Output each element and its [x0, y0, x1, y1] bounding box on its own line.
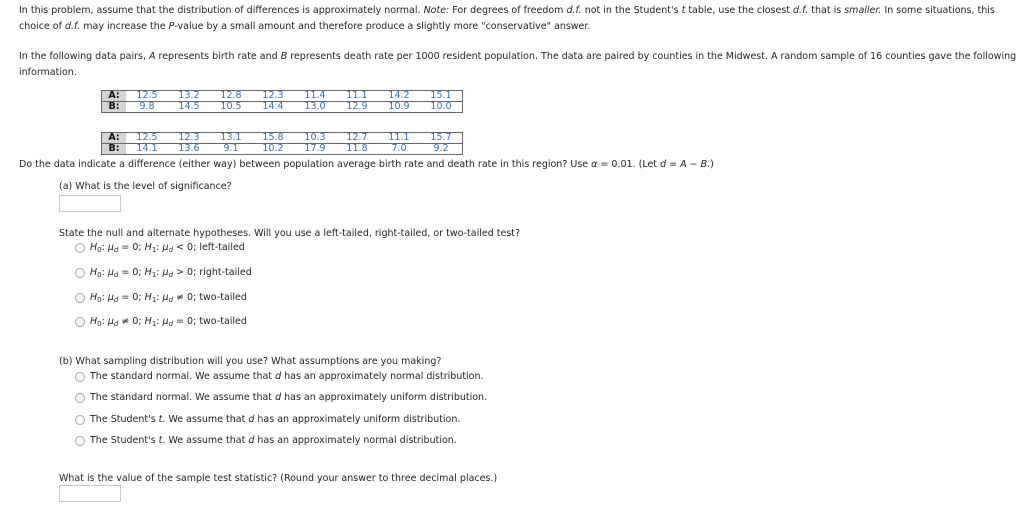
- hypothesis-radio-2[interactable]: [75, 268, 85, 278]
- table-cell: 10.0: [430, 101, 452, 112]
- table-row-a: [102, 133, 463, 144]
- hypothesis-option-4: $H_0$: $\mu_d \ne 0$; $H_1$: $\mu_d = 0$; two-tailed: [90, 316, 247, 328]
- distribution-option-3: The Student's t. We assume that d has an approximately uniform distribution.: [90, 414, 461, 425]
- table-cell: 11.1: [378, 133, 420, 144]
- hypotheses-prompt: State the null and alternate hypotheses. Will you use a left-tailed, right-tailed, or two-tailed test?: [59, 228, 521, 239]
- table-row-a: [102, 91, 463, 102]
- table-cell: 12.3: [252, 91, 294, 102]
- test-statistic-label: What is the value of the sample test statistic? (Round your answer to three decimal places.): [59, 473, 498, 484]
- table-cell: 14.4: [262, 101, 284, 112]
- row-label-a: A:: [102, 133, 127, 144]
- table-cell: 9.8: [139, 101, 155, 112]
- table-cell: 9.1: [223, 143, 239, 154]
- distribution-option-1: The standard normal. We assume that d has an approximately normal distribution.: [90, 371, 484, 382]
- table-cell: 11.4: [294, 91, 336, 102]
- distribution-radio-1[interactable]: [75, 372, 85, 382]
- table-cell: 7.0: [391, 143, 407, 154]
- table-cell: 13.2: [168, 91, 210, 102]
- row-label-b: B:: [102, 102, 127, 113]
- table-cell: 13.1: [210, 133, 252, 144]
- table-cell: 12.5: [126, 91, 168, 102]
- table-cell: 15.7: [420, 133, 463, 144]
- table-cell: 9.2: [433, 143, 449, 154]
- hypothesis-option-1: $H_0$: $\mu_d = 0$; $H_1$: $\mu_d < 0$; left-tailed: [90, 242, 245, 254]
- part-a-label: (a) What is the level of significance?: [59, 181, 232, 192]
- data-table-1: [101, 90, 463, 113]
- hypothesis-radio-1[interactable]: [75, 243, 85, 253]
- part-b-label: (b) What sampling distribution will you use? What assumptions are you making?: [59, 356, 442, 367]
- table-cell: 10.3: [294, 133, 336, 144]
- hypothesis-radio-3[interactable]: [75, 293, 85, 303]
- distribution-radio-3[interactable]: [75, 415, 85, 425]
- distribution-radio-2[interactable]: [75, 393, 85, 403]
- table-cell: 14.2: [378, 91, 420, 102]
- table-cell: 12.8: [210, 91, 252, 102]
- table-cell: 10.9: [388, 101, 410, 112]
- table-cell: 10.2: [262, 143, 284, 154]
- table-cell: 14.5: [178, 101, 200, 112]
- table-cell: 14.1: [136, 143, 158, 154]
- table-cell: 15.8: [252, 133, 294, 144]
- table-cell: 12.3: [168, 133, 210, 144]
- significance-input[interactable]: [59, 195, 121, 212]
- hypothesis-option-3: $H_0$: $\mu_d = 0$; $H_1$: $\mu_d \ne 0$; two-tailed: [90, 292, 247, 304]
- table-row-b: [102, 144, 463, 155]
- distribution-radio-4[interactable]: [75, 436, 85, 446]
- table-cell: 13.0: [304, 101, 326, 112]
- table-row-b: [102, 102, 463, 113]
- table-cell: 12.7: [336, 133, 378, 144]
- table-cell: 11.8: [346, 143, 368, 154]
- row-label-a: A:: [102, 91, 127, 102]
- intro-paragraph: In this problem, assume that the distribution of differences is approximately normal. Note: For degrees of freedom d.f. not in the Student's t table, use the closest d.f. that is smaller. In some situations, this choice of d.f. may increase the P-value by a small amount and therefore produce a slightly more "conservative" answer.: [19, 5, 995, 32]
- table-cell: 11.1: [336, 91, 378, 102]
- row-label-b: B:: [102, 144, 127, 155]
- distribution-option-4: The Student's t. We assume that d has an approximately normal distribution.: [90, 435, 457, 446]
- hypothesis-radio-4[interactable]: [75, 317, 85, 327]
- test-statistic-input[interactable]: [59, 485, 121, 502]
- table-cell: 10.5: [220, 101, 242, 112]
- table-cell: 17.9: [304, 143, 326, 154]
- table-cell: 15.1: [420, 91, 463, 102]
- table-cell: 12.9: [346, 101, 368, 112]
- data-table-2: [101, 132, 463, 155]
- distribution-option-2: The standard normal. We assume that d has an approximately uniform distribution.: [90, 392, 488, 403]
- setup-paragraph: In the following data pairs, A represents birth rate and B represents death rate per 1000 resident population. The data are paired by counties in the Midwest. A random sample of 16 counties gave the following information.: [19, 51, 1017, 78]
- main-question: Do the data indicate a difference (either way) between population average birth rate and death rate in this region? Use α = 0.01. (Let d = A − B.): [19, 159, 714, 170]
- hypothesis-option-2: $H_0$: $\mu_d = 0$; $H_1$: $\mu_d > 0$; right-tailed: [90, 267, 252, 279]
- table-cell: 12.5: [126, 133, 168, 144]
- table-cell: 13.6: [178, 143, 200, 154]
